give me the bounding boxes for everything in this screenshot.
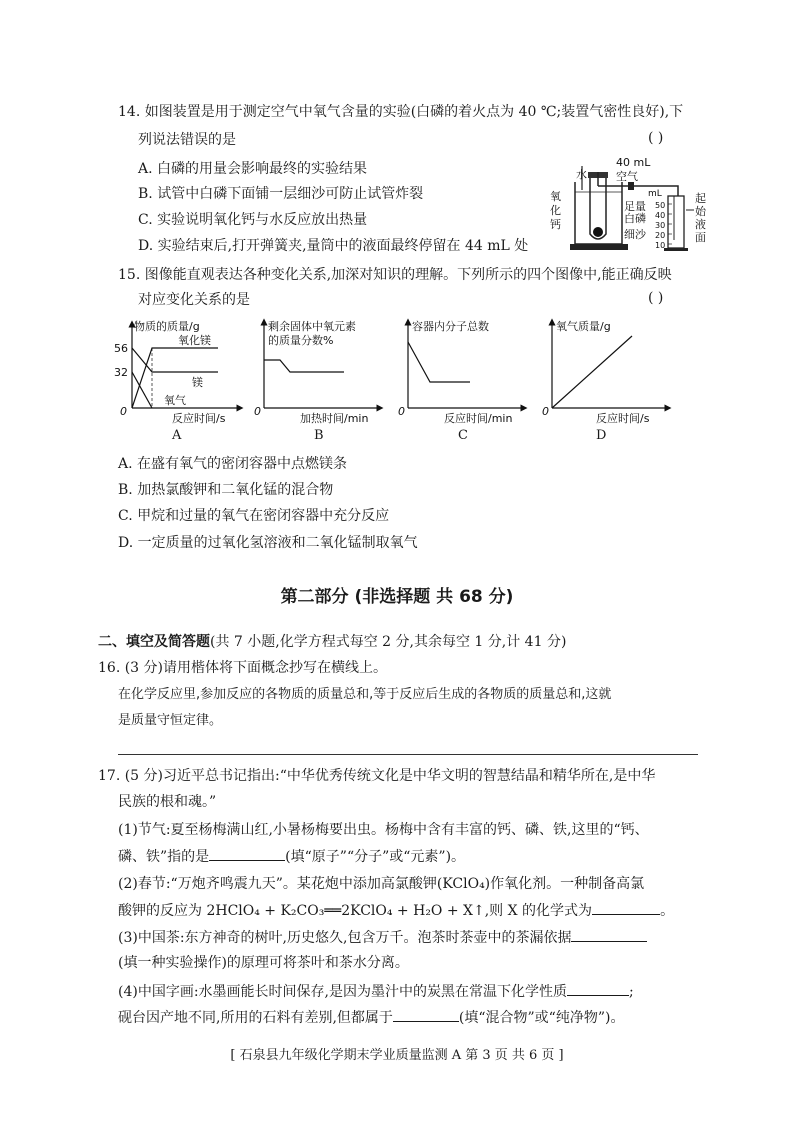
q17-part1-line-b: [118, 846, 465, 867]
q16-text-line-2: 是质量守恒定律。: [118, 713, 223, 728]
graph-a-tick-32: 32: [114, 366, 128, 379]
q15-answer-paren: ( ): [648, 290, 664, 306]
graph-b-origin: 0: [254, 405, 261, 418]
q14-stem-line-2: 列说法错误的是: [138, 132, 236, 148]
fig-label-ml: mL: [648, 189, 662, 199]
graph-a-origin: 0: [120, 405, 127, 418]
q14-stem-line-1: 14. 如图装置是用于测定空气中氧气含量的实验(白磷的着火点为 40 ℃;装置气密性良好),下: [118, 104, 684, 120]
graph-d-ylabel: 氧气质量/g: [556, 320, 611, 333]
graph-a-xlabel: 反应时间/s: [172, 412, 226, 424]
fig-label-cao-2: 化: [550, 204, 561, 217]
q14-option-b: B. 试管中白磷下面铺一层细沙可防止试管炸裂: [138, 186, 424, 202]
q17-part4-blank-1[interactable]: [567, 981, 629, 996]
q17-part4b-text-pre: 砚台因产地不同,所用的石料有差别,但都属于: [118, 1010, 393, 1026]
q17-part4b-text-post: (填“混合物”或“纯净物”)。: [458, 1010, 625, 1026]
fig-scale-20: 20: [655, 231, 666, 240]
q15-graph-a: [112, 316, 252, 424]
section-head-label: 二、填空及简答题: [98, 634, 210, 650]
fig-label-start-3: 液: [695, 218, 706, 231]
q16-stem: 16. (3 分)请用楷体将下面概念抄写在横线上。: [98, 660, 387, 676]
q15-graph-b: [252, 316, 392, 424]
section-head-note: (共 7 小题,化学方程式每空 2 分,其余每空 1 分,计 41 分): [210, 634, 567, 650]
q17-part3-text-pre: (3)中国茶:东方神奇的树叶,历史悠久,包含万千。泡茶时茶壶中的茶漏依据: [118, 930, 572, 946]
q17-part4-blank-2[interactable]: [393, 1007, 459, 1022]
q17-part2-line-a: (2)春节:“万炮齐鸣震九天”。某花炮中添加高氯酸钾(KClO₄)作氧化剂。一种制备高氯: [118, 876, 645, 892]
fig-label-air: 空气: [616, 170, 638, 183]
q17-part2-text-pre: 酸钾的反应为 2HClO₄ + K₂CO₃══2KClO₄ + H₂O + X↑,则 X 的化学式为: [118, 903, 593, 919]
graph-b-ylabel-2: 的质量分数%: [268, 334, 334, 347]
q14-apparatus-figure: [540, 152, 710, 256]
graph-a-letter: A: [172, 428, 182, 443]
q17-part4-line-b: [118, 1007, 624, 1028]
q17-part1-blank[interactable]: [209, 846, 285, 861]
q17-part1-line-a: (1)节气:夏至杨梅满山红,小暑杨梅要出虫。杨梅中含有丰富的钙、磷、铁,这里的“钙、: [118, 822, 649, 838]
graph-b-letter: B: [314, 428, 324, 443]
graph-a-series-o2: 氧气: [164, 394, 186, 407]
graph-c-origin: 0: [398, 405, 405, 418]
q17-part2-line-b: [118, 900, 674, 921]
graph-d-xlabel: 反应时间/s: [596, 412, 650, 424]
q14-option-d: D. 实验结束后,打开弹簧夹,量筒中的液面最终停留在 44 mL 处: [138, 238, 529, 254]
q16-answer-line[interactable]: [118, 754, 698, 755]
fig-label-white-p-1: 足量: [624, 200, 646, 213]
q15-option-c: C. 甲烷和过量的氧气在密闭容器中充分反应: [118, 508, 390, 524]
fig-label-white-p-2: 白磷: [624, 212, 646, 225]
q17-part4-text-post: ;: [629, 984, 634, 1000]
q15-option-a: A. 在盛有氧气的密闭容器中点燃镁条: [118, 456, 348, 472]
graph-a-series-mg: 镁: [192, 376, 203, 389]
q14-option-a: A. 白磷的用量会影响最终的实验结果: [138, 161, 368, 177]
fig-label-start-4: 面: [695, 231, 706, 244]
graph-c-ylabel: 容器内分子总数: [412, 320, 489, 333]
fig-label-sand: 细沙: [624, 228, 646, 241]
q14-option-c: C. 实验说明氧化钙与水反应放出热量: [138, 212, 368, 228]
q15-option-d: D. 一定质量的过氧化氢溶液和二氧化锰制取氧气: [118, 535, 418, 551]
q17-part2-blank[interactable]: [592, 900, 660, 915]
graph-a-series-mgo: 氧化镁: [178, 334, 211, 347]
graph-b-ylabel-1: 剩余固体中氧元素: [268, 320, 356, 333]
q17-line-1: 17. (5 分)习近平总书记指出:“中华优秀传统文化是中华文明的智慧结晶和精华所在,是中华: [98, 768, 656, 784]
fig-scale-50: 50: [655, 201, 666, 210]
q14-answer-paren: ( ): [648, 130, 664, 146]
q17-part2-text-post: 。: [660, 903, 675, 919]
q15-stem-line-1: 15. 图像能直观表达各种变化关系,加深对知识的理解。下列所示的四个图像中,能正确反映: [118, 267, 672, 283]
q17-part3-blank[interactable]: [571, 927, 647, 942]
q17-line-2: 民族的根和魂。”: [118, 794, 217, 810]
page-footer: [ 石泉县九年级化学期末学业质量监测 A 第 3 页 共 6 页 ]: [230, 1048, 564, 1063]
q17-part3-line-b: (填一种实验操作)的原理可将茶叶和茶水分离。: [118, 955, 409, 971]
part2-title: 第二部分 (非选择题 共 68 分): [280, 587, 514, 607]
fig-label-cao-1: 氧: [550, 190, 561, 203]
q17-part1-text-pre: 磷、铁”指的是: [118, 849, 210, 865]
q15-graph-c: [396, 316, 536, 424]
q15-option-b: B. 加热氯酸钾和二氧化锰的混合物: [118, 482, 334, 498]
q17-part4-line-a: [118, 981, 634, 1002]
fig-label-cao-3: 钙: [550, 218, 561, 231]
q17-part4-text-pre: (4)中国字画:水墨画能长时间保存,是因为墨汁中的炭黑在常温下化学性质: [118, 984, 567, 1000]
fig-label-start-1: 起: [695, 192, 706, 205]
q15-stem-line-2: 对应变化关系的是: [138, 292, 250, 308]
graph-d-letter: D: [596, 428, 607, 443]
q16-text-line-1: 在化学反应里,参加反应的各物质的质量总和,等于反应后生成的各物质的质量总和,这就: [118, 687, 612, 702]
fig-label-volume: 40 mL: [616, 156, 651, 169]
fig-scale-30: 30: [655, 221, 666, 230]
fig-scale-40: 40: [655, 211, 666, 220]
fig-scale-10: 10: [655, 241, 666, 250]
q15-graph-d: [540, 316, 680, 424]
graph-c-letter: C: [458, 428, 468, 443]
graph-d-origin: 0: [542, 405, 549, 418]
graph-a-tick-56: 56: [114, 342, 128, 355]
q17-part1-text-post: (填“原子”“分子”或“元素”)。: [285, 849, 466, 865]
graph-b-xlabel: 加热时间/min: [300, 412, 369, 424]
fig-label-start-2: 始: [695, 205, 706, 218]
q17-part3-line-a: [118, 927, 647, 948]
graph-c-xlabel: 反应时间/min: [444, 412, 513, 424]
section-heading: [98, 632, 566, 652]
fig-label-water: 水: [576, 168, 587, 181]
graph-a-ylabel: 物质的质量/g: [134, 320, 200, 333]
